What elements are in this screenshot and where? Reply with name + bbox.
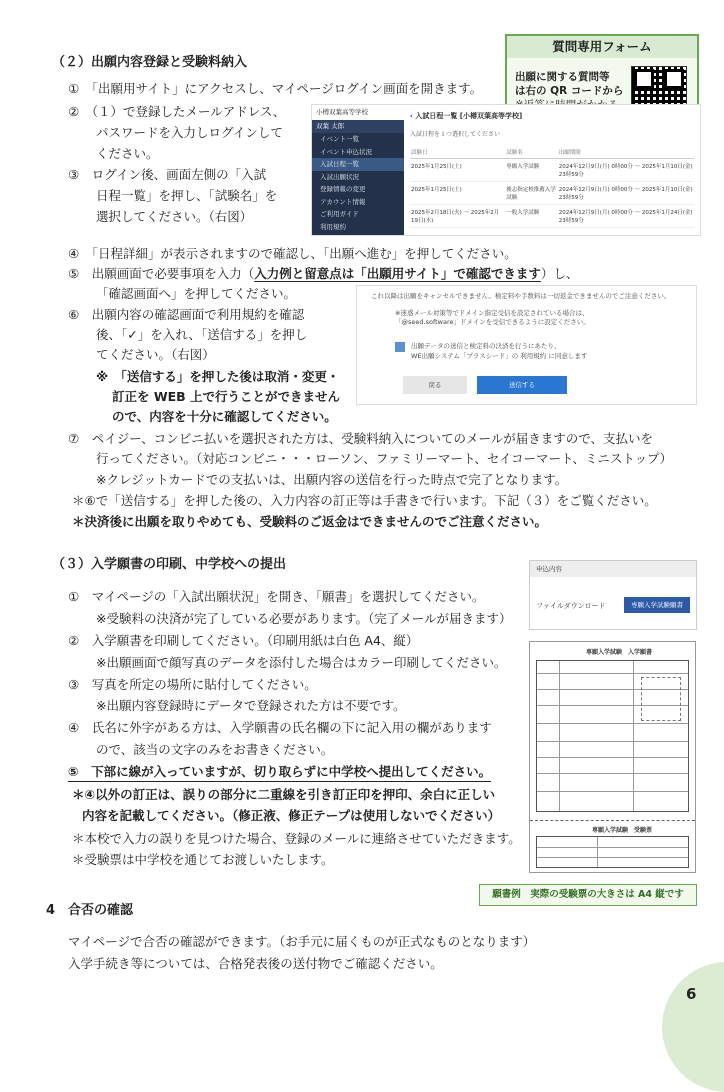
step-3: ③ ログイン後、画面左側の「入試 [68, 167, 267, 182]
spam-note: ※迷惑メール対策等でドメイン指定受信を設定されている場合は、 [395, 309, 589, 317]
cell: 2024年12月9日(月) 0時00分 ～ 2025年1月10日(金) 23時59分 [558, 159, 694, 182]
step-5 [68, 265, 578, 283]
photo-box [641, 677, 681, 721]
back-button[interactable]: 戻る [403, 376, 467, 394]
step-6-warning2: 訂正を WEB 上で行うことができません [112, 389, 341, 404]
step-7-note: ※クレジットカードでの支払いは、出願内容の送信を行った時点で完了となります。 [96, 472, 568, 487]
menu-item-schedule[interactable]: 入試日程一覧 [312, 158, 404, 171]
cell: 2024年12月9日(月) 0時00分 ～ 2025年1月10日(金) 23時59分 [558, 182, 694, 205]
menu-item[interactable]: イベント一覧 [320, 135, 359, 143]
qr-title: 質問専用フォーム [507, 36, 697, 58]
application-form-example [529, 641, 696, 873]
breadcrumb-text: 入試日程一覧 [小樽双葉高等学校] [415, 112, 523, 120]
breadcrumb [410, 111, 694, 121]
cell: 後志指定校推薦入学試験 [505, 182, 558, 205]
application-form-button[interactable]: 専願入学試験願書 [624, 597, 690, 613]
s3-step-2-note: ※出願画面で顔写真のデータを添付した場合はカラー印刷してください。 [96, 655, 507, 670]
table-row[interactable] [410, 182, 694, 205]
cell: 専願入学試験 [505, 159, 558, 182]
s3-step-3: ③ 写真を所定の場所に貼付してください。 [68, 677, 317, 692]
section2-heading: （２）出願内容登録と受験料納入 [52, 55, 248, 70]
step-5-tail: ）し、 [540, 266, 579, 281]
form-caption: 願書例 実際の受験票の大きさは A4 縦です [479, 884, 697, 906]
result-line-2: 入学手続き等については、合格発表後の送付物でご確認ください。 [68, 956, 443, 971]
step-3-cont2: 選択してください。（右図） [96, 209, 253, 224]
note-refund: ＊決済後に出願を取りやめても、受験料のご返金はできませんのでご注意ください。 [72, 514, 548, 529]
step-4: ④ 「日程詳細」が表示されますので確認し、「出願へ進む」を押してください。 [68, 246, 517, 261]
col-name: 試験名 [505, 146, 558, 159]
form-title: 専願入学試験 入学願書 [586, 649, 653, 656]
s3-step-5: ⑤ 下部に線が入っていますが、切り取らずに中学校へ提出してください。 [68, 763, 491, 782]
send-button[interactable]: 送信する [477, 376, 567, 394]
page-corner-decoration [662, 962, 724, 1092]
s3-step-4-cont: ので、該当の文字のみをお書きください。 [96, 742, 334, 757]
menu-item[interactable]: ご利用ガイド [320, 210, 359, 218]
step-6-warning: ※ 「送信する」を押した後は取消・変更・ [96, 369, 340, 384]
qr-line-1: 出願に関する質問等 [515, 71, 610, 83]
agree-label-2: WE出願システム「プラスシード」の 利用規約 に同意します [411, 352, 588, 360]
step-7: ⑦ ペイジー、コンビニ払いを選択された方は、受験料納入についてのメールが届きますので、支払いを [68, 431, 653, 446]
step-5-emphasis: 入力例と留意点は「出願用サイト」で確認できます [254, 266, 541, 281]
s3-note-correction-2: 内容を記載してください。（修正液、修正テープは使用しないでください） [82, 808, 501, 823]
ticket-title: 専願入学試験 受験票 [592, 827, 653, 834]
section3-heading: （３）入学願書の印刷、中学校への提出 [52, 557, 287, 572]
step-6-cont: 後、「✓」を入れ、「送信する」を押し [96, 327, 308, 342]
result-line-1: マイページで合否の確認ができます。（お手元に届くものが正式なものとなります） [68, 934, 536, 949]
sidebar [312, 105, 404, 235]
step-6: ⑥ 出願内容の確認画面で利用規約を確認 [68, 307, 305, 322]
download-header: 申込内容 [530, 561, 696, 577]
form-body [536, 660, 689, 812]
s3-step-2: ② 入学願書を印刷してください。（印刷用紙は白色 A4、縦） [68, 633, 419, 648]
step-6-warning3: ので、内容を十分に確認してください。 [112, 409, 337, 424]
cut-line [530, 820, 695, 821]
school-logo: 小樽双葉高等学校 [312, 105, 404, 120]
s3-step-1-note: ※受験料の決済が完了している必要があります。（完了メールが届きます） [96, 611, 512, 626]
agree-checkbox[interactable] [395, 342, 405, 352]
menu-item[interactable]: アカウント情報 [320, 197, 366, 206]
s3-step-1: ① マイページの「入試出願状況」を開き、「願書」を選択してください。 [68, 589, 485, 604]
agree-label: 出願データの送信と検定料の決済を行うにあたり、 [411, 342, 561, 350]
menu-item[interactable]: 入試出願状況 [320, 172, 359, 181]
cell: 2025年1月25日(土) [410, 182, 505, 205]
step-2-cont: パスワードを入力しログインして [96, 125, 283, 140]
screenshot-confirm [356, 285, 697, 405]
page-number: 6 [686, 985, 697, 1003]
step-6-cont2: てください。（右図） [96, 347, 215, 362]
menu-item[interactable]: 利用規約 [320, 222, 346, 231]
download-label: ファイルダウンロード [536, 602, 606, 610]
cancel-warning: これ以降は出願をキャンセルできません。検定料や手数料は一切返金できませんのでご注意ください。 [371, 292, 671, 300]
step-1: ① 「出願用サイト」にアクセスし、マイページログイン画面を開きます。 [68, 81, 483, 96]
schedule-table [410, 146, 694, 228]
s3-note-ticket: ＊受験票は中学校を通じてお渡しいたします。 [72, 852, 334, 867]
menu-item[interactable]: 登録情報の変更 [320, 185, 366, 193]
user-name: 双葉 太郎 [312, 120, 404, 133]
domain-note: 「@seed.software」ドメインを受信できるように設定ください。 [395, 318, 590, 326]
main-panel [404, 105, 700, 235]
section4-heading: 4 合否の確認 [46, 903, 134, 918]
chevron-left-icon[interactable]: ‹ [410, 112, 416, 120]
ticket-body [536, 836, 689, 868]
qr-line-2: は右の QR コードから [515, 85, 624, 97]
screenshot-schedule-list [311, 104, 701, 236]
step-2-cont2: ください。 [96, 146, 159, 161]
cell: 一般入学試験 [505, 205, 558, 228]
step-3-cont: 日程一覧」を押し、「試験名」を [96, 188, 278, 203]
cell: 2025年2月18日(火) ～ 2025年2月19日(水) [410, 205, 505, 228]
table-row[interactable] [410, 159, 694, 182]
menu-item[interactable]: イベント申込状況 [320, 147, 372, 156]
instruction: 入試日程を１つ選択してください [410, 131, 501, 138]
step-5-cont: 「確認画面へ」を押してください。 [96, 286, 297, 301]
s3-step-4: ④ 氏名に外字がある方は、入学願書の氏名欄の下に記入用の欄があります [68, 720, 492, 735]
screenshot-download [529, 560, 697, 630]
s3-note-contact: ＊本校で入力の誤りを見つけた場合、登録のメールに連絡させていただきます。 [72, 831, 521, 846]
s3-note-correction: ＊④以外の訂正は、誤りの部分に二重線を引き訂正印を押印、余白に正しい [72, 787, 496, 802]
s3-step-3-note: ※出願内容登録時にデータで登録された方は不要です。 [96, 698, 406, 713]
cell: 2024年12月9日(月) 0時00分 ～ 2025年1月24日(金) 23時59分 [558, 205, 694, 228]
col-date: 試験日 [410, 146, 505, 159]
col-period: 出願期間 [558, 146, 694, 159]
table-row[interactable] [410, 205, 694, 228]
step-2: ② （１）で登録したメールアドレス、 [68, 104, 286, 119]
cell: 2025年1月25日(土) [410, 159, 505, 182]
note-correction: ＊⑥で「送信する」を押した後の、入力内容の訂正等は手書きで行います。下記（３）をご覧ください。 [72, 493, 657, 508]
step-5-text: ⑤ 出願画面で必要事項を入力（ [68, 266, 255, 281]
step-7-cont: 行ってください。（対応コンビニ・・・ローソン、ファミリーマート、セイコーマート、ミニストップ） [96, 451, 673, 466]
